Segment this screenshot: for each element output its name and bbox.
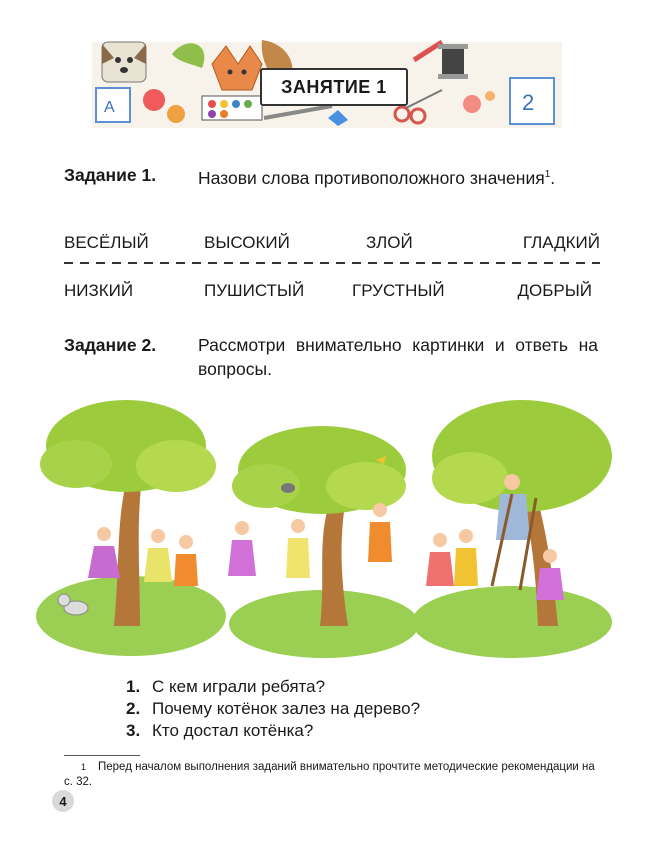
button-icon (143, 89, 165, 111)
question-text: Почему котёнок залез на дерево? (152, 699, 421, 718)
task-1-label: Задание 1. (64, 165, 157, 185)
word-bottom-4: ДОБРЫЙ (517, 281, 592, 300)
question-text: Кто достал котёнка? (152, 721, 314, 740)
question-text: С кем играли ребята? (152, 677, 326, 696)
footnote-text: Перед началом выполнения заданий внимательно прочтите методические рекомендации на с. 32. (64, 761, 595, 788)
lesson-title: ЗАНЯТИЕ 1 (260, 68, 408, 106)
kitten-icon (281, 483, 295, 493)
thread-spool-icon (438, 44, 468, 79)
svg-text:А: А (104, 99, 115, 116)
number-block-icon (510, 78, 554, 124)
dashed-divider (64, 262, 600, 264)
question-2 (126, 698, 420, 720)
questions-list (126, 676, 420, 742)
picture-panel-1 (36, 400, 226, 656)
question-1 (126, 676, 420, 698)
story-pictures (36, 386, 612, 668)
svg-text:2: 2 (522, 90, 535, 115)
word-top-1: ВЕСЁЛЫЙ (64, 233, 149, 252)
question-number: 2. (126, 699, 141, 718)
task-1-instruction: Назови слова противоположного значения (198, 167, 545, 188)
button-icon (463, 95, 481, 113)
task-1-period: . (550, 167, 556, 188)
page-number: 4 (52, 790, 74, 812)
question-3 (126, 720, 420, 742)
dog-icon (102, 42, 146, 82)
footnote-divider (64, 755, 140, 756)
word-top-3: ЗЛОЙ (366, 233, 413, 252)
abc-block-icon (96, 88, 130, 122)
picture-panel-3 (412, 400, 612, 658)
task-2-label: Задание 2. (64, 335, 157, 355)
question-number: 1. (126, 677, 141, 696)
footnote (64, 760, 604, 790)
task-1-text (198, 163, 598, 190)
word-top-4: ГЛАДКИЙ (522, 233, 600, 252)
footnote-ref: 1 (544, 169, 551, 180)
picture-panel-2 (228, 426, 419, 658)
footnote-mark: 1 (80, 762, 86, 772)
paint-box-icon (202, 96, 262, 120)
word-top-2: ВЫСОКИЙ (204, 233, 290, 252)
task-2-text: Рассмотри внимательно картинки и ответь на вопросы. (198, 335, 598, 379)
word-bottom-2: ПУШИСТЫЙ (204, 281, 305, 300)
word-bottom-1: НИЗКИЙ (64, 281, 134, 300)
word-bottom-3: ГРУСТНЫЙ (352, 281, 445, 300)
question-number: 3. (126, 721, 141, 740)
